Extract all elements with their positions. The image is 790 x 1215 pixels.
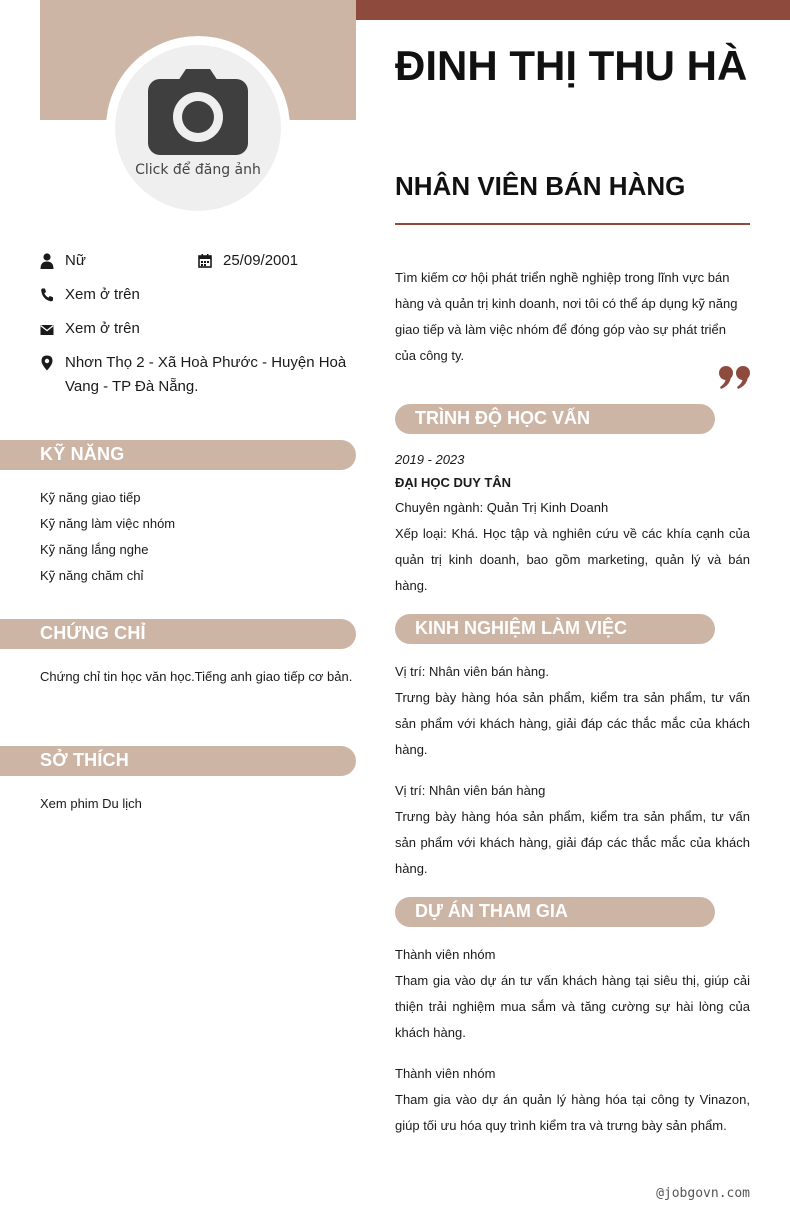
hobbies-section-header xyxy=(0,746,356,776)
hobbies-text: Xem phim Du lịch xyxy=(40,796,142,811)
project-description: Tham gia vào dự án tư vấn khách hàng tại siêu thị, giúp cải thiện trải nghiệm mua sắm và tăng cường sự hài lòng của khách hàng. xyxy=(395,973,750,1040)
avatar-caption: Click để đăng ảnh xyxy=(135,162,261,178)
birthdate-value: 25/09/2001 xyxy=(223,252,299,269)
certificates-title: CHỨNG CHỈ xyxy=(40,623,146,643)
certificates-text: Chứng chỉ tin học văn học.Tiếng anh giao tiếp cơ bản. xyxy=(40,669,353,684)
gender-value: Nữ xyxy=(65,252,86,269)
project-description: Tham gia vào dự án quản lý hàng hóa tại công ty Vinazon, giúp tối ưu hóa quy trình kiểm tra và trưng bày sản phẩm. xyxy=(395,1092,750,1133)
quote-icon xyxy=(718,366,752,390)
person-icon xyxy=(40,253,54,269)
certificates-section-header xyxy=(0,619,356,649)
skill-item: Kỹ năng giao tiếp xyxy=(40,490,141,505)
projects-section-header xyxy=(395,897,715,927)
education-school: ĐẠI HỌC DUY TÂN xyxy=(395,475,512,490)
education-major: Chuyên ngành: Quản Trị Kinh Doanh xyxy=(395,500,609,515)
education-section-header xyxy=(395,404,715,434)
projects-title: DỰ ÁN THAM GIA xyxy=(415,901,568,921)
skills-title: KỸ NĂNG xyxy=(40,444,125,464)
calendar-icon xyxy=(198,253,212,269)
avatar-upload[interactable] xyxy=(115,45,281,211)
address-value: Nhơn Thọ 2 - Xã Hoà Phước - Huyện Hoà Vang - TP Đà Nẵng. xyxy=(65,354,347,395)
education-description: Xếp loại: Khá. Học tập và nghiên cứu về các khía cạnh của quản trị kinh doanh, bao gồm marketing, quản lý và bán hàng. xyxy=(395,526,750,593)
phone-icon xyxy=(40,287,54,303)
skill-item: Kỹ năng chăm chỉ xyxy=(40,568,144,583)
experience-title: KINH NGHIỆM LÀM VIỆC xyxy=(415,618,628,638)
experience-section-header xyxy=(395,614,715,644)
experience-description: Trưng bày hàng hóa sản phẩm, kiểm tra sản phẩm, tư vấn sản phẩm với khách hàng, giải đáp các thắc mắc của khách hàng. xyxy=(395,690,750,757)
full-name: ĐINH THỊ THU HÀ xyxy=(395,42,748,89)
camera-icon xyxy=(148,67,248,157)
experience-description: Trưng bày hàng hóa sản phẩm, kiểm tra sản phẩm, tư vấn sản phẩm với khách hàng, giải đáp các thắc mắc của khách hàng. xyxy=(395,809,750,876)
skill-item: Kỹ năng làm việc nhóm xyxy=(40,516,176,531)
experience-position: Vị trí: Nhân viên bán hàng xyxy=(395,783,546,798)
education-period: 2019 - 2023 xyxy=(395,452,465,467)
phone-value: Xem ở trên xyxy=(65,286,140,303)
project-role: Thành viên nhóm xyxy=(395,947,496,962)
skills-section-header xyxy=(0,440,356,470)
hobbies-title: SỞ THÍCH xyxy=(40,750,129,770)
map-pin-icon xyxy=(40,355,54,371)
project-role: Thành viên nhóm xyxy=(395,1066,496,1081)
skill-item: Kỹ năng lắng nghe xyxy=(40,542,149,557)
career-objective: Tìm kiếm cơ hội phát triển nghề nghiệp trong lĩnh vực bán hàng và quản trị kinh doanh, nơi tôi có thể áp dụng kỹ năng giao tiếp và làm việc nhóm để đóng góp vào sự phát triển của công ty. xyxy=(395,270,738,363)
skills-list xyxy=(40,485,356,589)
address-row xyxy=(40,351,356,401)
title-divider xyxy=(395,223,750,225)
envelope-icon xyxy=(40,321,54,337)
watermark: @jobgovn.com xyxy=(656,1186,750,1201)
top-accent-bar xyxy=(356,0,790,20)
education-title: TRÌNH ĐỘ HỌC VẤN xyxy=(415,408,590,428)
email-value: Xem ở trên xyxy=(65,320,140,337)
experience-position: Vị trí: Nhân viên bán hàng. xyxy=(395,664,549,679)
job-title: NHÂN VIÊN BÁN HÀNG xyxy=(395,171,686,201)
